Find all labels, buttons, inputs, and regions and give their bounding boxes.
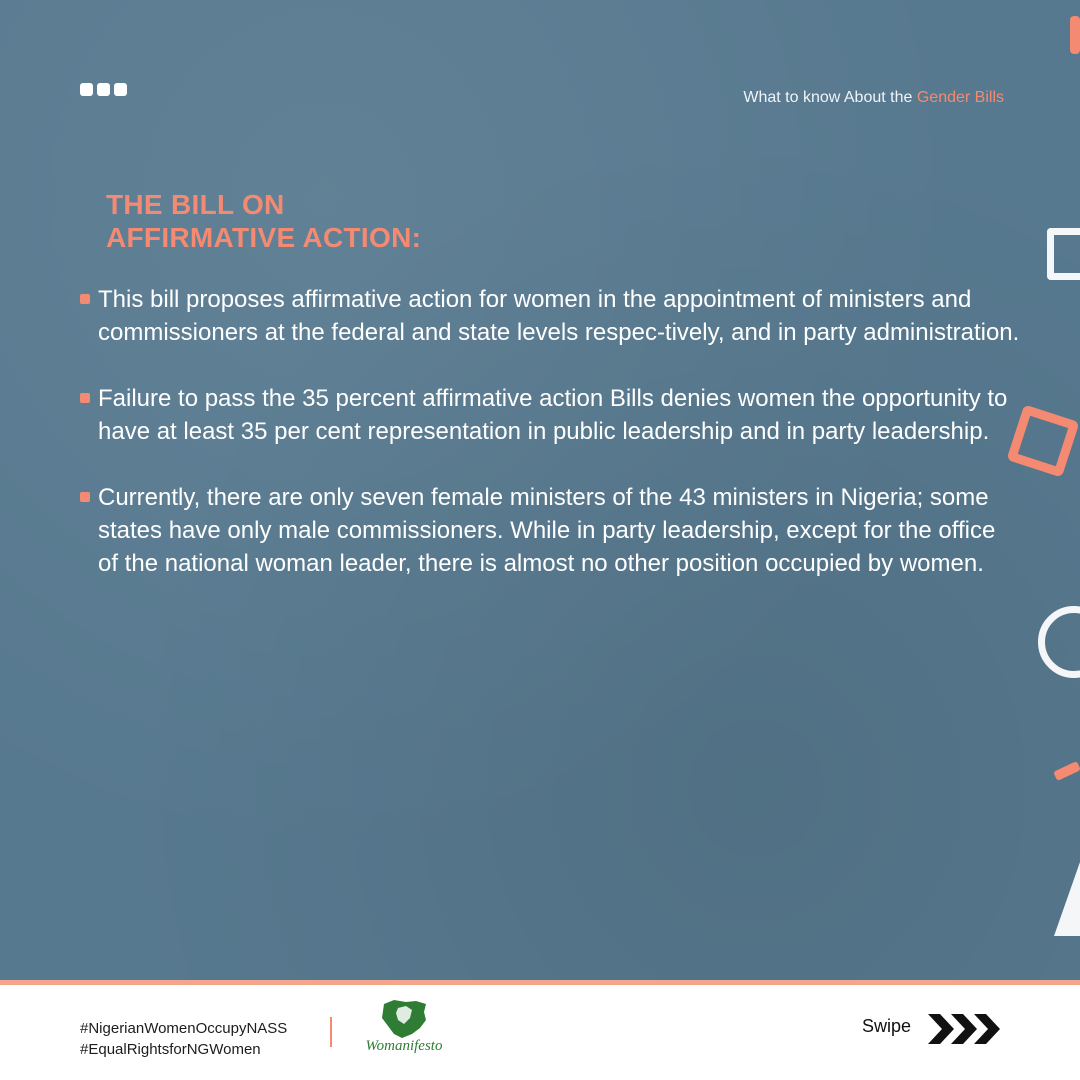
womanifesto-logo [354,998,454,1060]
list-item-text: Currently, there are only seven female ministers of the 43 ministers in Nigeria; some states have only male commissioners. While in party leadership, except for the office of the national woman leader, there is almost no other position occupied by women. [98,484,996,577]
triple-chevron-right-icon[interactable] [926,1011,1002,1047]
page-title [106,188,606,254]
list-item [80,481,1020,580]
hashtag-1: #NigerianWomenOccupyNASS [80,1020,288,1037]
dot [80,83,93,96]
decorative-triangle-shape [1054,862,1080,936]
list-item-text: Failure to pass the 35 percent affirmative action Bills denies women the opportunity to have at least 35 per cent representation in public leadership and in party leadership. [98,385,1008,445]
swipe-label[interactable]: Swipe [862,1016,912,1036]
hashtags [80,1018,287,1060]
page-title-line-2: AFFIRMATIVE ACTION: [106,222,422,253]
series-title [743,89,1004,107]
logo-wordmark: Womanifesto [365,1038,443,1054]
list-item [80,382,1020,448]
menu-dots-icon [80,83,127,96]
bullet-list [80,283,1020,613]
dot [114,83,127,96]
bullet-square-icon [80,492,90,502]
bullet-square-icon [80,294,90,304]
list-item-text: This bill proposes affirmative action for women in the appointment of ministers and commissioners at the federal and state levels respec-tively, and in party administration. [98,286,1020,346]
nigeria-map-icon [354,998,454,1042]
dot [97,83,110,96]
decorative-bar-shape [1070,16,1080,54]
footer-divider [330,1017,332,1047]
series-title-highlight: Gender Bills [916,89,1004,106]
page-title-line-1: THE BILL ON [106,189,285,220]
hashtag-2: #EqualRightsforNGWomen [80,1041,261,1058]
list-item [80,283,1020,349]
bullet-square-icon [80,393,90,403]
series-title-prefix: What to know About the [743,89,913,106]
decorative-bracket-shape [1047,228,1080,280]
